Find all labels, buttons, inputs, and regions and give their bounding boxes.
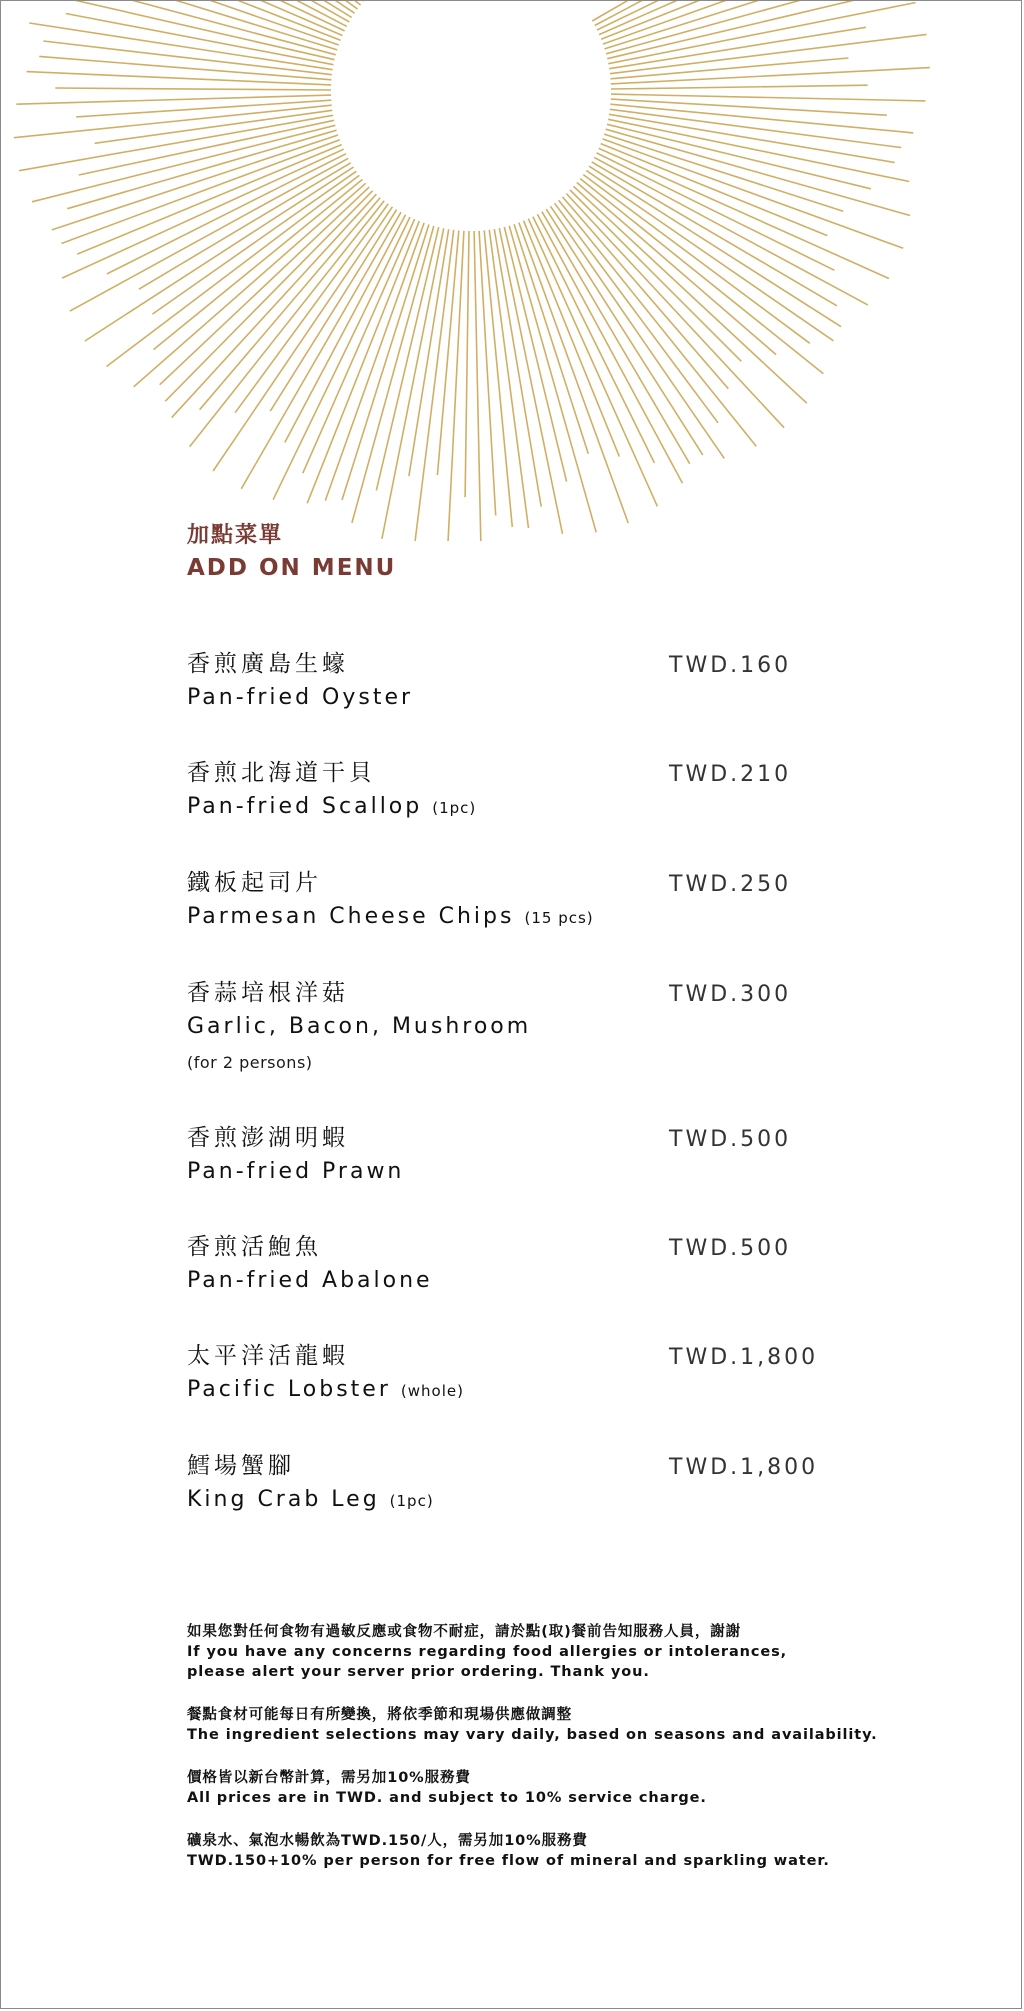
item-name-zh: 香煎廣島生蠔 [187, 651, 349, 677]
sunburst-ray [152, 171, 356, 314]
sunburst-ray [494, 229, 541, 507]
sunburst-ray [29, 23, 332, 70]
menu-item [187, 1339, 847, 1408]
menu-item [187, 1449, 847, 1518]
item-price: TWD.500 [669, 1236, 792, 1261]
item-price: TWD.1,800 [669, 1345, 819, 1370]
menu-item [187, 647, 847, 715]
sunburst-ray [95, 110, 333, 143]
item-serving-note: (for 2 persons) [187, 1053, 313, 1072]
note-line: 價格皆以新台幣計算，需另加10%服務費 [187, 1770, 471, 1786]
sunburst-ray [448, 231, 464, 541]
menu-item [187, 1121, 847, 1189]
menu-item [187, 866, 847, 935]
sunburst-ray [611, 68, 930, 84]
sunburst-ray [85, 167, 354, 341]
sunburst-decoration [1, 1, 1022, 541]
sunburst-ray [55, 88, 331, 90]
sunburst-ray [592, 162, 837, 306]
item-name-en: Pan-fried Scallop [187, 794, 423, 819]
sunburst-ray [437, 231, 458, 476]
sunburst-ray [200, 198, 381, 410]
menu-item [187, 756, 847, 825]
sunburst-ray [44, 1, 341, 40]
item-name-zh: 鐵板起司片 [187, 870, 322, 896]
item-name-en: Garlic, Bacon, Mushroom [187, 1014, 532, 1039]
sunburst-ray [43, 41, 332, 75]
sunburst-ray [609, 114, 895, 162]
note-line: 如果您對任何食物有過敏反應或食物不耐症，請於點(取)餐前告知服務人員，謝謝 [187, 1624, 742, 1640]
sunburst-ray [570, 190, 741, 361]
item-price: TWD.500 [669, 1127, 792, 1152]
item-portion-note: (whole) [400, 1382, 464, 1400]
item-name-en: Pan-fried Prawn [187, 1159, 405, 1184]
item-name-zh: 太平洋活龍蝦 [187, 1343, 349, 1369]
item-name-zh: 鱈場蟹腳 [187, 1453, 295, 1479]
sunburst-ray [109, 1, 339, 45]
item-name-zh: 香蒜培根洋菇 [187, 980, 349, 1006]
note-line: If you have any concerns regarding food allergies or intolerances, [187, 1644, 788, 1660]
allergy-note [187, 1622, 887, 1682]
sunburst-ray [63, 1, 344, 31]
sunburst-ray [352, 226, 434, 523]
sunburst-ray [213, 207, 392, 471]
service-charge-note [187, 1768, 887, 1808]
note-line: All prices are in TWD. and subject to 10% service charge. [187, 1790, 707, 1806]
sunburst-ray [611, 94, 925, 101]
sunburst-ray [77, 145, 341, 255]
item-portion-note: (1pc) [432, 799, 477, 817]
sunburst-ray [597, 1, 883, 30]
item-price: TWD.160 [669, 653, 792, 678]
note-line: please alert your server prior ordering. Thank you. [187, 1664, 650, 1680]
menu-item [187, 1230, 847, 1298]
item-price: TWD.210 [669, 762, 792, 787]
sunburst-ray [609, 27, 866, 68]
item-price: TWD.300 [669, 982, 792, 1007]
sunburst-ray [100, 1, 343, 36]
note-line: 餐點食材可能每日有所變換，將依季節和現場供應做調整 [187, 1707, 572, 1723]
menu-item [187, 976, 847, 1080]
sunburst-ray [479, 231, 496, 516]
sunburst-ray [465, 231, 469, 497]
menu-title-zh: 加點菜單 [187, 523, 284, 548]
item-name-en: Pan-fried Abalone [187, 1268, 433, 1293]
menu-item-list [187, 647, 847, 1559]
sunburst-ray [474, 231, 481, 541]
item-name-zh: 香煎活鮑魚 [187, 1234, 322, 1260]
sunburst-ray [594, 157, 868, 305]
ingredient-note [187, 1705, 887, 1745]
sunburst-ray [607, 124, 871, 189]
item-name-en: Pacific Lobster [187, 1377, 391, 1402]
note-line: The ingredient selections may vary daily, based on seasons and availability. [187, 1727, 878, 1743]
sunburst-ray [39, 56, 331, 79]
item-name-zh: 香煎澎湖明蝦 [187, 1125, 349, 1151]
sunburst-ray [583, 175, 810, 344]
item-name-en: Pan-fried Oyster [187, 685, 414, 710]
sunburst-ray [27, 72, 332, 85]
item-portion-note: (1pc) [389, 1492, 434, 1510]
sunburst-ray [611, 85, 868, 89]
menu-title-en: ADD ON MENU [187, 555, 397, 581]
sunburst-ray [342, 225, 429, 501]
sunburst-ray [19, 115, 333, 170]
note-line: 礦泉水、氣泡水暢飲為TWD.150/人，需另加10%服務費 [187, 1833, 588, 1849]
sunburst-ray [611, 99, 887, 115]
note-line: TWD.150+10% per person for free flow of mineral and sparkling water. [187, 1853, 830, 1869]
item-name-en: King Crab Leg [187, 1487, 380, 1512]
footer-notes [187, 1622, 887, 1894]
item-name-en: Parmesan Cheese Chips [187, 904, 515, 929]
item-price: TWD.1,800 [669, 1455, 819, 1480]
item-portion-note: (15 pcs) [524, 909, 594, 927]
water-note [187, 1831, 887, 1871]
sunburst-ray [607, 1, 879, 59]
sunburst-ray [551, 206, 725, 458]
sunburst-ray [52, 135, 338, 230]
sunburst-ray [172, 194, 377, 417]
sunburst-ray [599, 1, 845, 35]
menu-heading [187, 521, 396, 585]
item-price: TWD.250 [669, 872, 792, 897]
item-name-zh: 香煎北海道干貝 [187, 760, 376, 786]
